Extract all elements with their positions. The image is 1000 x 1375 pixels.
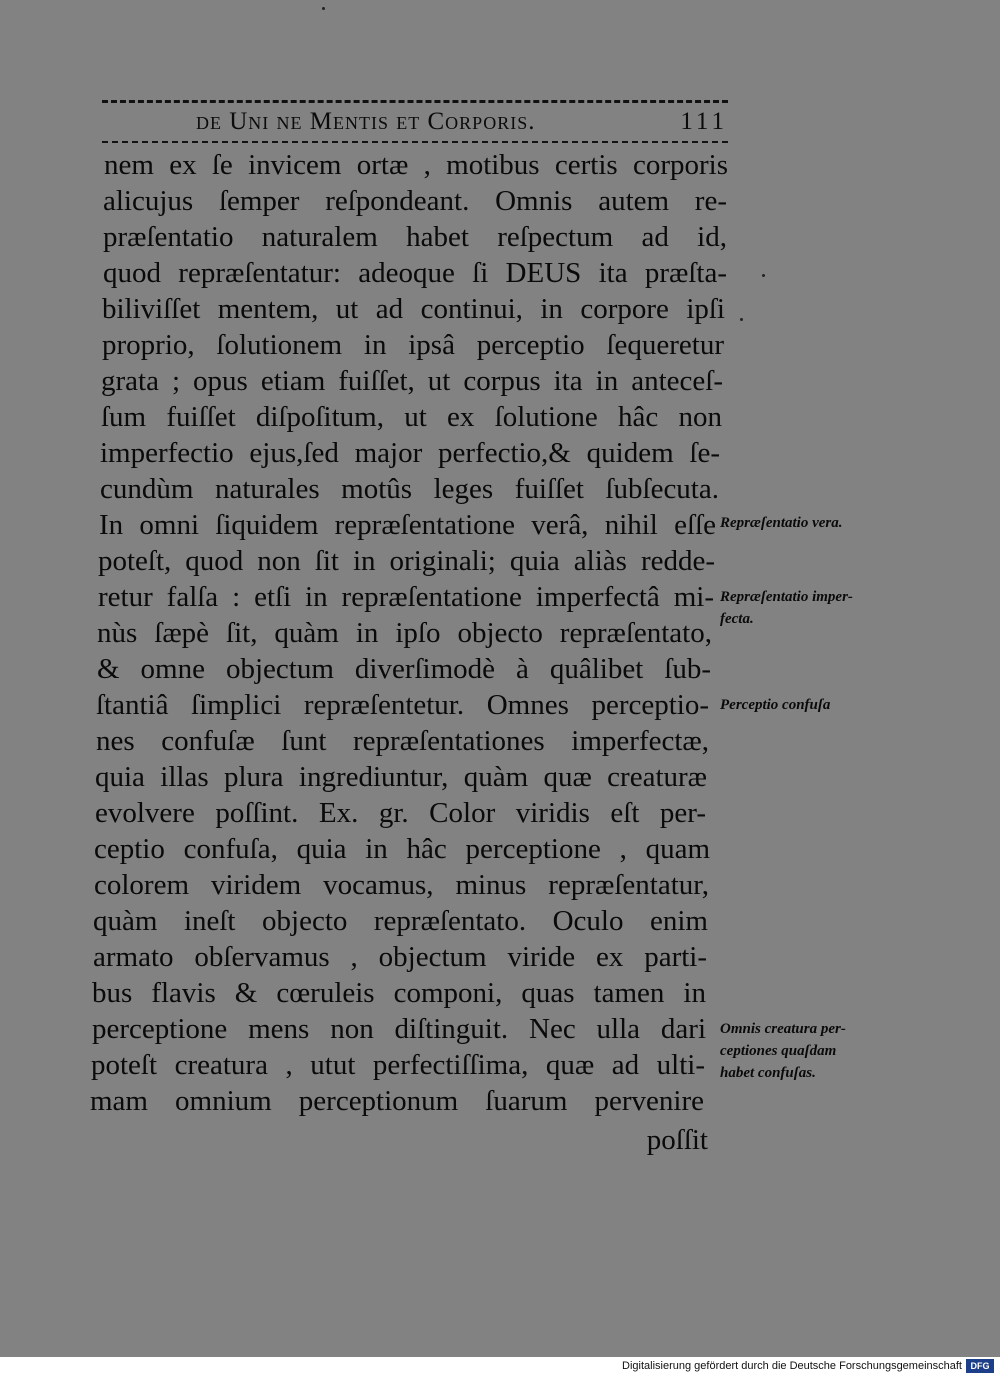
text-line: poteſt, quod non ſit in originali; quia aliàs redde- xyxy=(98,545,715,577)
text-line: ſum fuiſſet diſpoſitum, ut ex ſolutione hâc non xyxy=(101,401,722,433)
text-line: armato obſervamus , objectum viride ex parti- xyxy=(93,941,707,973)
text-line: grata ; opus etiam fuiſſet, ut corpus ita in anteceſ- xyxy=(101,365,723,397)
text-line: biliviſſet mentem, ut ad continui, in corpore ipſi xyxy=(102,293,725,325)
scan-speck xyxy=(762,274,765,277)
text-line: imperfectio ejus,ſed major perfectio,& quidem ſe- xyxy=(100,437,720,469)
marginal-note-line: Perceptio confuſa xyxy=(720,697,831,713)
text-line: & omne objectum diverſimodè à quâlibet ſub- xyxy=(97,653,711,685)
text-line: ceptio confuſa, quia in hâc perceptione , quam xyxy=(94,833,710,865)
scan-speck xyxy=(322,7,325,10)
text-line: perceptione mens non diſtinguit. Nec ulla dari xyxy=(92,1013,706,1045)
text-line: colorem viridem vocamus, minus repræſentatur, xyxy=(94,869,709,901)
text-line: poteſt creatura , utut perfectiſſima, quæ ad ulti- xyxy=(91,1049,705,1081)
text-line: retur falſa : etſi in repræſentatione imperfectâ mi- xyxy=(98,581,714,613)
dfg-logo: DFG xyxy=(966,1359,994,1373)
running-title: de Uni ne Mentis et Corporis. xyxy=(196,108,536,135)
catchword: poſſit xyxy=(646,1124,708,1156)
marginal-note xyxy=(720,512,920,534)
text-line: alicujus ſemper reſpondeant. Omnis autem re- xyxy=(103,185,727,217)
marginal-note-line: Repræſentatio vera. xyxy=(720,515,843,531)
marginal-note-line: fecta. xyxy=(720,611,754,627)
scan-speck xyxy=(740,318,743,321)
text-line: quia illas plura ingrediuntur, quàm quæ creaturæ xyxy=(95,761,707,793)
header-rule-top xyxy=(102,100,728,103)
marginal-note xyxy=(720,694,920,716)
text-line: nem ex ſe invicem ortæ , motibus certis corporis xyxy=(104,149,728,181)
marginal-note-line: ceptiones quaſdam xyxy=(720,1043,837,1059)
text-line: quod repræſentatur: adeoque ſi DEUS ita præſta- xyxy=(103,257,727,289)
marginal-note-line: Omnis creatura per- xyxy=(720,1021,846,1037)
text-line: evolvere poſſint. Ex. gr. Color viridis eſt per- xyxy=(95,797,706,829)
text-line: In omni ſiquidem repræſentatione verâ, nihil eſſe xyxy=(99,509,716,541)
text-line: proprio, ſolutionem in ipsâ perceptio ſequeretur xyxy=(102,329,724,361)
marginal-note-line: Repræſentatio imper- xyxy=(720,589,853,605)
text-line: nùs ſæpè ſit, quàm in ipſo objecto repræſentato, xyxy=(97,617,712,649)
text-line: nes confuſæ ſunt repræſentationes imperfectæ, xyxy=(96,725,709,757)
funding-credit: Digitalisierung gefördert durch die Deutsche Forschungsgemeinschaft xyxy=(622,1360,962,1372)
header-rule-bottom xyxy=(102,141,728,143)
text-line: præſentatio naturalem habet reſpectum ad id, xyxy=(103,221,727,253)
text-line: ſtantiâ ſimplici repræſentetur. Omnes perceptio- xyxy=(96,689,709,721)
text-line: cundùm naturales motûs leges fuiſſet ſubſecuta. xyxy=(100,473,719,505)
footer-bar xyxy=(0,1357,1000,1375)
marginal-note xyxy=(720,586,920,630)
text-line: mam omnium perceptionum ſuarum pervenire xyxy=(90,1085,704,1117)
marginal-note xyxy=(720,1018,920,1084)
text-line: quàm ineſt objecto repræſentato. Oculo enim xyxy=(93,905,708,937)
marginal-note-line: habet confuſas. xyxy=(720,1065,816,1081)
running-head xyxy=(102,108,728,138)
text-line: bus flavis & cœruleis componi, quas tamen in xyxy=(92,977,706,1009)
page-number: 111 xyxy=(680,108,728,135)
